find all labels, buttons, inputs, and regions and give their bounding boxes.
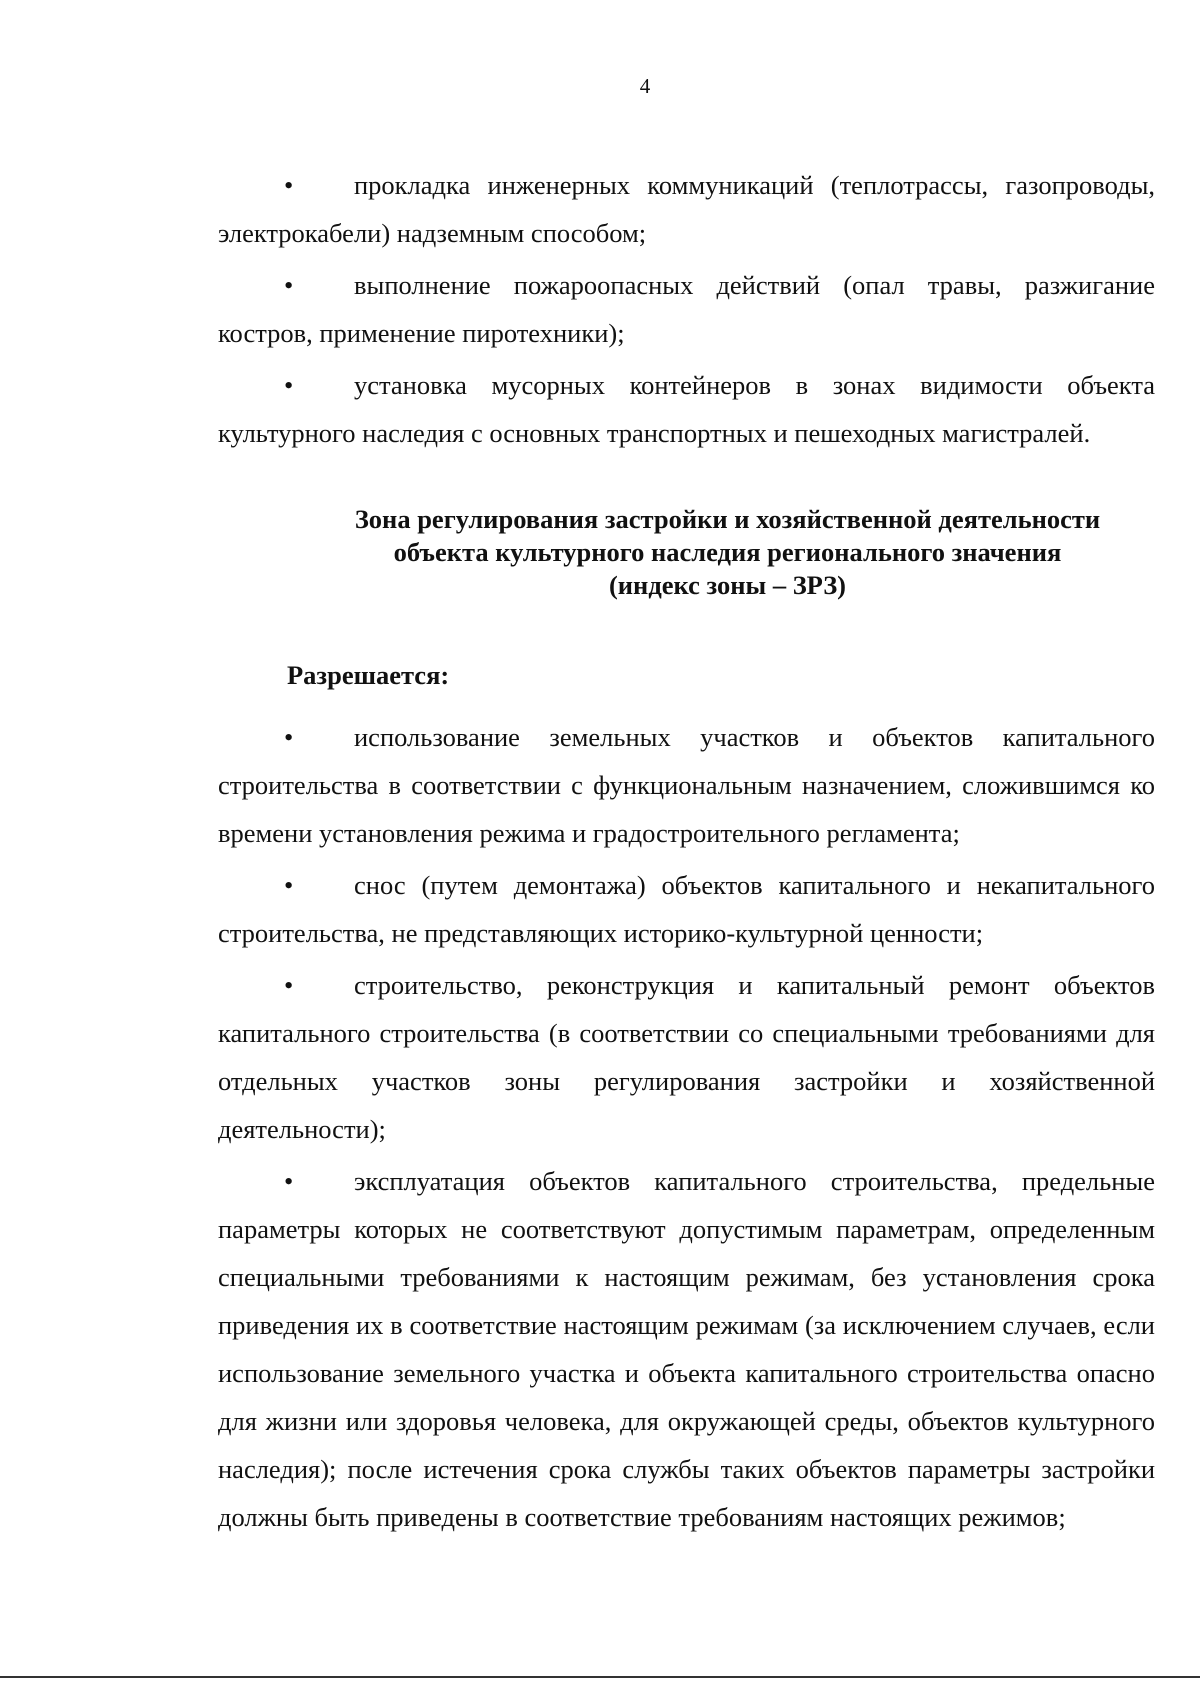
list-item-text: эксплуатация объектов капитального строительства, предельные параметры которых не соответствуют допустимым параметрам, определенным специальными требованиями к настоящим режимам, без установления срока приведения их в соответствие настоящим режимам (за исключением случаев, если использование земельного участка и объекта капитального строительства опасно для жизни или здоровья человека, для окружающей среды, объектов культурного наследия); после истечения срока службы таких объектов параметры застройки должны быть приведены в соответствие требованиям настоящих режимов; bbox=[218, 1166, 1155, 1532]
prohibited-list-continuation bbox=[218, 161, 1155, 461]
list-item-text: снос (путем демонтажа) объектов капитального и некапитального строительства, не представляющих историко-культурной ценности; bbox=[218, 870, 1155, 948]
list-item bbox=[218, 161, 1155, 257]
bullet-icon: • bbox=[284, 722, 294, 752]
list-item bbox=[218, 861, 1155, 957]
bullet-icon: • bbox=[284, 270, 294, 300]
list-item-text: использование земельных участков и объектов капитального строительства в соответствии с функциональным назначением, сложившимся ко времени установления режима и градостроительного регламента; bbox=[218, 722, 1155, 848]
bullet-icon: • bbox=[284, 370, 294, 400]
list-item bbox=[218, 961, 1155, 1153]
page-number: 4 bbox=[639, 74, 651, 98]
list-item-text: установка мусорных контейнеров в зонах видимости объекта культурного наследия с основных транспортных и пешеходных магистралей. bbox=[218, 370, 1155, 448]
list-item bbox=[218, 361, 1155, 457]
bullet-icon: • bbox=[284, 870, 294, 900]
list-item-text: выполнение пожароопасных действий (опал травы, разжигание костров, применение пиротехники); bbox=[218, 270, 1155, 348]
list-item-text: строительство, реконструкция и капитальный ремонт объектов капитального строительства (в соответствии со специальными требованиями для отдельных участков зоны регулирования застройки и хозяйственной деятельности); bbox=[218, 970, 1155, 1144]
allowed-subheading: Разрешается: bbox=[287, 660, 450, 690]
page-bottom-divider bbox=[0, 1676, 1200, 1678]
list-item-text: прокладка инженерных коммуникаций (теплотрассы, газопроводы, электрокабели) надземным способом; bbox=[218, 170, 1155, 248]
allowed-list bbox=[218, 713, 1155, 1545]
list-item bbox=[218, 261, 1155, 357]
bullet-icon: • bbox=[284, 970, 294, 1000]
bullet-icon: • bbox=[284, 1166, 294, 1196]
bullet-icon: • bbox=[284, 170, 294, 200]
section-heading-line: Зона регулирования застройки и хозяйственной деятельности bbox=[354, 504, 1101, 534]
section-heading-line: (индекс зоны – ЗРЗ) bbox=[608, 570, 847, 600]
section-heading-line: объекта культурного наследия регионального значения bbox=[393, 537, 1062, 567]
section-heading bbox=[300, 503, 1155, 602]
list-item bbox=[218, 1157, 1155, 1541]
list-item bbox=[218, 713, 1155, 857]
